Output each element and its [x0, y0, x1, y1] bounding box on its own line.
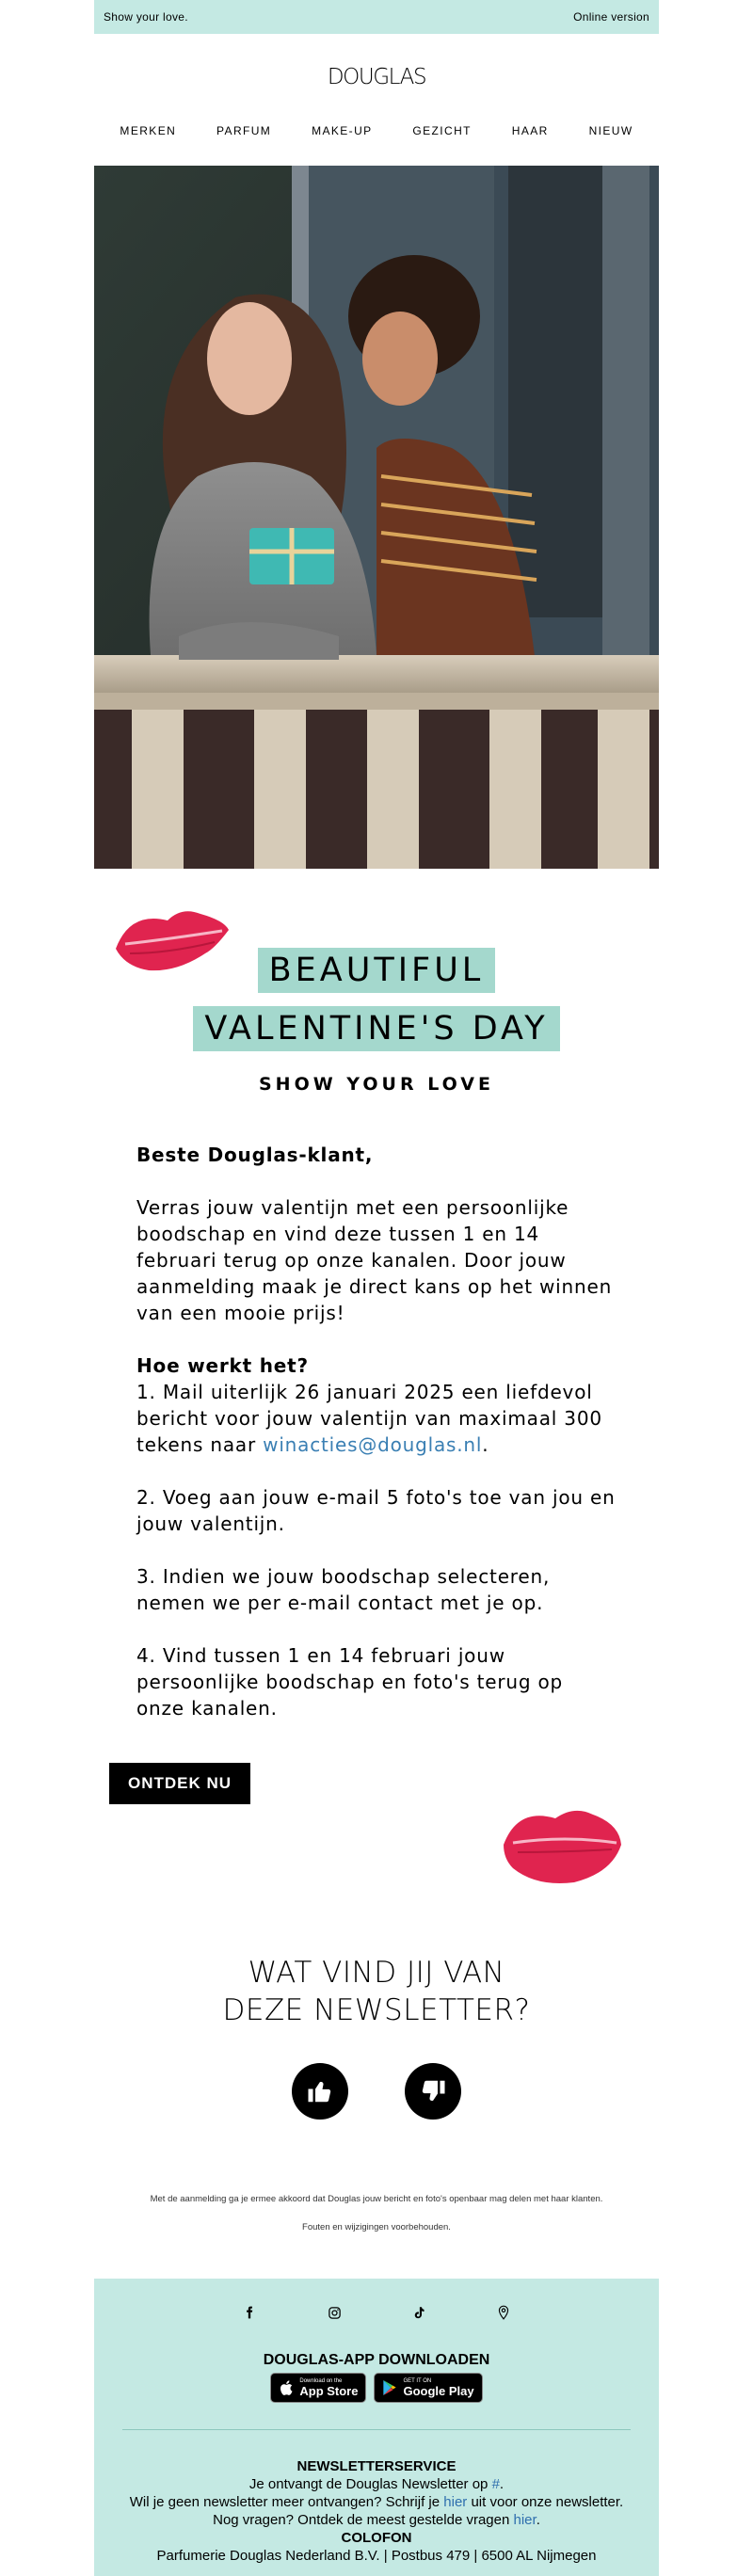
instagram-icon[interactable]: [325, 2303, 344, 2322]
apple-icon: [279, 2379, 294, 2396]
location-icon[interactable]: [494, 2303, 513, 2322]
step-2-text: 2. Voeg aan jouw e-mail 5 foto's toe van jou en jouw valentijn.: [136, 1486, 616, 1535]
preheader-text: Show your love.: [104, 10, 188, 24]
service-title: NEWSLETTERSERVICE: [296, 2458, 457, 2474]
service-line-2-end: uit voor onze newsletter.: [471, 2494, 624, 2510]
email-link[interactable]: winacties@douglas.nl: [263, 1433, 483, 1456]
ontdek-nu-button[interactable]: ONTDEK NU: [109, 1763, 250, 1804]
app-store-badge[interactable]: [270, 2373, 366, 2403]
feedback-question: [94, 1954, 659, 2029]
headline-line-2: VALENTINE'S DAY: [193, 1006, 559, 1051]
step-1-text: 1. Mail uiterlijk 26 januari 2025 een liefdevol bericht voor jouw valentijn van maximaal 300 tekens naar: [136, 1381, 602, 1456]
intro-text: Verras jouw valentijn met een persoonlijke boodschap en vind deze tussen 1 en 14 februari terug op onze kanalen. Door jouw aanmelding maak je direct kans op het winnen van een mooie prijs!: [136, 1196, 613, 1324]
headline-line-1: BEAUTIFUL: [258, 948, 496, 993]
app-download-title: DOUGLAS-APP DOWNLOADEN: [263, 2352, 490, 2368]
how-title: Hoe werkt het?: [136, 1354, 309, 1377]
service-line-1: Je ontvangt de Douglas Newsletter op: [248, 2476, 489, 2492]
colofon-title: COLOFON: [341, 2530, 412, 2546]
service-line-3-end: .: [536, 2512, 540, 2528]
nav-parfum[interactable]: PARFUM: [216, 124, 272, 137]
hero-image[interactable]: [94, 166, 659, 869]
headline-sub: SHOW YOUR LOVE: [259, 1074, 494, 1095]
googleplay-small-text: GET IT ON: [403, 2377, 432, 2384]
social-links: [94, 2303, 659, 2322]
legal-line-2: Fouten en wijzigingen voorbehouden.: [302, 2222, 451, 2232]
thumbs-down-icon: [419, 2077, 447, 2105]
legal-text: [94, 2185, 659, 2242]
tiktok-icon[interactable]: [409, 2303, 428, 2322]
service-line-3: Nog vragen? Ontdek de meest gestelde vragen: [213, 2512, 510, 2528]
thumbs-down-button[interactable]: [405, 2063, 461, 2120]
legal-line-1: Met de aanmelding ga je ermee akkoord dat Douglas jouw bericht en foto's openbaar mag delen met haar klanten.: [150, 2194, 603, 2204]
googleplay-big-text: Google Play: [403, 2383, 474, 2398]
logo-text: DOUGLAS: [327, 65, 426, 89]
thumbs-up-button[interactable]: [292, 2063, 348, 2120]
douglas-logo[interactable]: [94, 34, 659, 120]
step-3-text: 3. Indien we jouw boodschap selecteren, nemen we per e-mail contact met je op.: [136, 1565, 551, 1614]
main-nav: [94, 120, 659, 166]
footer: [94, 2279, 659, 2576]
app-badges: [94, 2373, 659, 2403]
newsletter: [94, 0, 659, 2564]
nav-nieuw[interactable]: NIEUW: [588, 124, 633, 137]
greeting: Beste Douglas-klant,: [136, 1144, 374, 1166]
step-1-end: .: [482, 1433, 489, 1456]
appstore-small-text: Download on the: [299, 2377, 343, 2384]
thumbs-up-icon: [306, 2077, 334, 2105]
online-version-link[interactable]: Online version: [573, 10, 649, 24]
google-play-icon: [382, 2379, 397, 2396]
newsletter-address-link[interactable]: #: [491, 2476, 500, 2492]
colofon-text: Parfumerie Douglas Nederland B.V. | Postbus 479 | 6500 AL Nijmegen: [156, 2548, 597, 2564]
unsubscribe-link[interactable]: hier: [443, 2494, 468, 2510]
nav-gezicht[interactable]: GEZICHT: [412, 124, 472, 137]
facebook-icon[interactable]: [240, 2303, 259, 2322]
body-copy: [94, 1142, 659, 1735]
service-line-2: Wil je geen newsletter meer ontvangen? Schrijf je: [129, 2494, 441, 2510]
nav-make-up[interactable]: MAKE-UP: [312, 124, 373, 137]
top-bar: [94, 0, 659, 34]
service-line-1-end: .: [499, 2476, 505, 2492]
step-4-text: 4. Vind tussen 1 en 14 februari jouw persoonlijke boodschap en foto's terug op onze kanalen.: [136, 1644, 564, 1720]
feedback-line-1: WAT VIND JIJ VAN: [248, 1956, 505, 1990]
newsletterservice-block: [94, 2457, 659, 2565]
feedback-line-2: DEZE NEWSLETTER?: [222, 1993, 531, 2027]
feedback-buttons: [94, 2063, 659, 2120]
appstore-big-text: App Store: [299, 2383, 359, 2398]
footer-divider: [122, 2429, 631, 2430]
nav-haar[interactable]: HAAR: [511, 124, 549, 137]
lipstick-kiss-icon: [499, 1798, 626, 1892]
headline-block: [94, 869, 659, 1113]
google-play-badge[interactable]: [374, 2373, 482, 2403]
faq-link[interactable]: hier: [513, 2512, 537, 2528]
nav-merken[interactable]: MERKEN: [120, 124, 177, 137]
